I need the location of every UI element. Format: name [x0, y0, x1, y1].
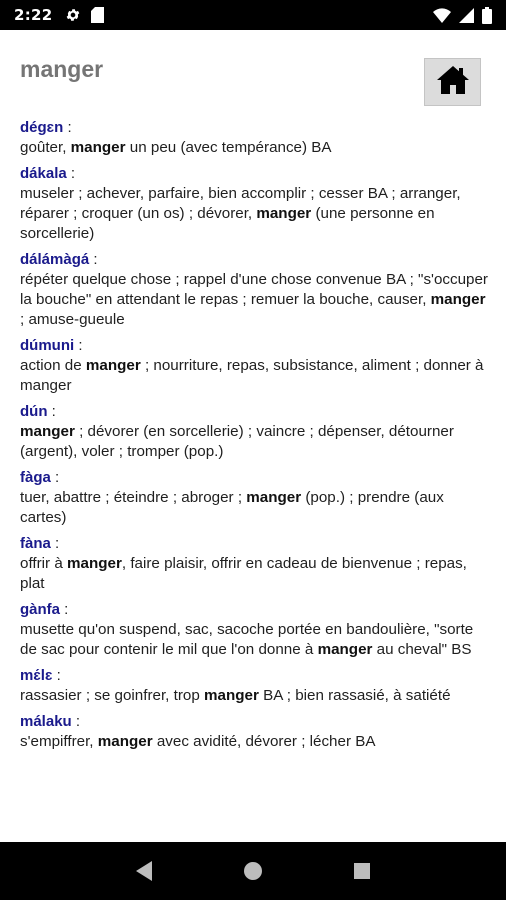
definition-text: BA ; bien rassasié, à satiété: [258, 687, 451, 704]
entry-headword: fàga :: [20, 469, 60, 486]
entry-definition: [20, 732, 490, 752]
entry-headword: dákala :: [20, 165, 76, 182]
definition-text: ; dévorer (en sorcellerie) ; vaincre ; dépenser, détourner (argent), voler ; tromper (pop.): [20, 423, 454, 460]
definition-text: ; amuse-gueule: [20, 311, 125, 328]
entry-headword: dégɛn :: [20, 119, 72, 136]
headword-text: dálámàgá: [20, 251, 90, 268]
definition-text: (pop.) ; prendre (aux cartes): [20, 489, 444, 526]
signal-icon: [459, 8, 474, 23]
headword-text: dégɛn: [20, 119, 64, 136]
definition-text: , faire plaisir, offrir en cadeau de bienvenue ; repas, plat: [20, 555, 467, 592]
dictionary-entry[interactable]: [20, 250, 490, 330]
headword-text: fàna: [20, 535, 51, 552]
page-title: manger: [20, 56, 104, 82]
definition-text: avec avidité, dévorer ; lécher BA: [152, 733, 376, 750]
highlighted-term: manger: [97, 733, 153, 750]
dictionary-entry[interactable]: [20, 336, 490, 396]
back-icon[interactable]: [134, 860, 154, 882]
dictionary-entry[interactable]: [20, 712, 490, 752]
highlighted-term: manger: [85, 357, 141, 374]
entry-definition: [20, 620, 490, 660]
dictionary-entry[interactable]: [20, 164, 490, 244]
definition-text: tuer, abattre ; éteindre ; abroger ;: [20, 489, 247, 506]
definition-text: ; nourriture, repas, subsistance, aliment ; donner à manger: [20, 357, 484, 394]
entry-definition: [20, 270, 490, 330]
definition-text: (une personne en sorcellerie): [20, 205, 435, 242]
headword-text: fàga: [20, 469, 51, 486]
dictionary-entry[interactable]: [20, 468, 490, 528]
entry-headword: gànfa :: [20, 601, 69, 618]
headword-text: mɛ́lɛ: [20, 667, 53, 684]
entry-definition: [20, 422, 490, 462]
battery-icon: [482, 7, 492, 24]
entry-definition: [20, 356, 490, 396]
entry-definition: [20, 138, 490, 158]
entry-headword: mɛ́lɛ :: [20, 667, 61, 684]
definition-text: rassasier ; se goinfrer, trop: [20, 687, 205, 704]
settings-gear-icon: [65, 7, 81, 23]
highlighted-term: manger: [317, 641, 373, 658]
highlighted-term: manger: [204, 687, 259, 704]
definition-text: offrir à: [20, 555, 67, 572]
entry-list: [20, 118, 490, 758]
entry-definition: [20, 184, 490, 244]
definition-text: goûter,: [20, 139, 71, 156]
headword-text: málaku: [20, 713, 72, 730]
headword-text: dákala: [20, 165, 67, 182]
definition-text: au cheval" BS: [372, 641, 472, 658]
dictionary-entry[interactable]: [20, 600, 490, 660]
highlighted-term: manger: [20, 423, 75, 440]
dictionary-content: [0, 30, 506, 842]
recents-icon[interactable]: [352, 861, 372, 881]
status-time: 2:22: [14, 6, 53, 24]
headword-text: dúmuni: [20, 337, 75, 354]
highlighted-term: manger: [256, 205, 312, 222]
entry-headword: fàna :: [20, 535, 60, 552]
wifi-icon: [433, 8, 451, 23]
headword-text: dún: [20, 403, 48, 420]
definition-text: museler ; achever, parfaire, bien accomplir ; cesser BA ; arranger, réparer ; croquer (un os) ; dévorer,: [20, 185, 461, 222]
definition-text: action de: [20, 357, 86, 374]
highlighted-term: manger: [246, 489, 302, 506]
entry-definition: [20, 488, 490, 528]
definition-text: un peu (avec tempérance) BA: [125, 139, 332, 156]
highlighted-term: manger: [67, 555, 122, 572]
highlighted-term: manger: [70, 139, 126, 156]
dictionary-entry[interactable]: [20, 534, 490, 594]
entry-headword: dún :: [20, 403, 56, 420]
status-bar: [0, 0, 506, 30]
definition-text: musette qu'on suspend, sac, sacoche portée en bandoulière, "sorte de sac pour contenir le mil que l'on donne à: [20, 621, 474, 658]
dictionary-entry[interactable]: [20, 666, 490, 706]
home-icon: [436, 65, 470, 100]
navigation-bar: [0, 842, 506, 900]
entry-headword: málaku :: [20, 713, 81, 730]
home-circle-icon[interactable]: [242, 860, 264, 882]
entry-definition: [20, 686, 490, 706]
entry-definition: [20, 554, 490, 594]
entry-headword: dúmuni :: [20, 337, 83, 354]
headword-text: gànfa: [20, 601, 61, 618]
dictionary-entry[interactable]: [20, 118, 490, 158]
sd-card-icon: [91, 7, 104, 23]
definition-text: répéter quelque chose ; rappel d'une chose convenue BA ; "s'occuper la bouche" en attendant le repas ; remuer la bouche, causer,: [20, 271, 488, 308]
home-button[interactable]: [424, 58, 481, 106]
entry-headword: dálámàgá :: [20, 251, 98, 268]
dictionary-entry[interactable]: [20, 402, 490, 462]
highlighted-term: manger: [430, 291, 486, 308]
definition-text: s'empiffrer,: [20, 733, 98, 750]
